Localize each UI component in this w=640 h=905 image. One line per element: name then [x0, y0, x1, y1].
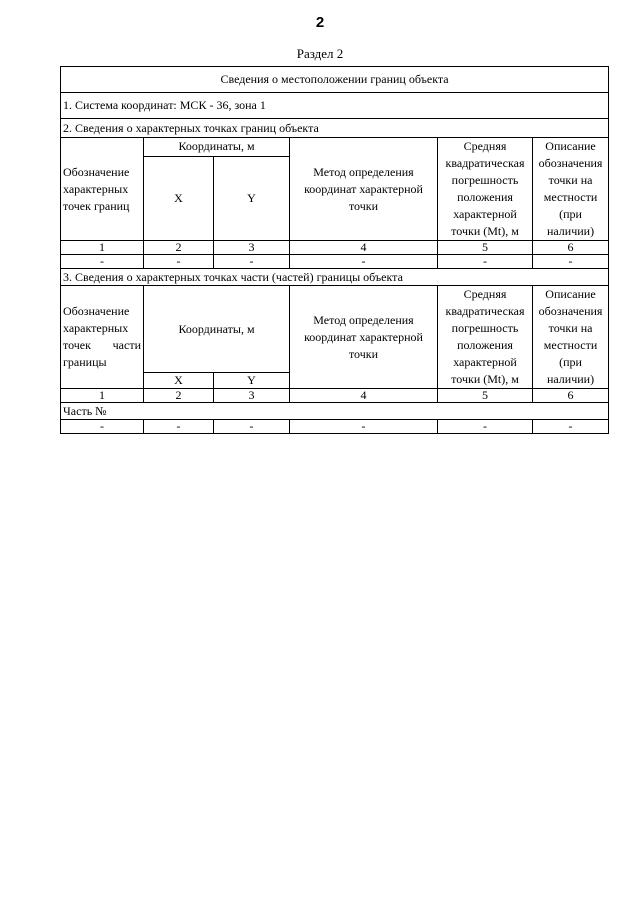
part3-part-label: Часть № — [61, 403, 609, 420]
part2-cell-2: - — [144, 255, 214, 269]
part3-cell-4: - — [290, 420, 438, 434]
table-row — [61, 420, 609, 434]
part2-cell-4: - — [290, 255, 438, 269]
coord-system-row — [61, 93, 609, 119]
part3-num-2: 2 — [144, 389, 214, 403]
part3-part-label-row — [61, 403, 609, 420]
part2-header-row — [61, 138, 609, 157]
part3-header-row — [61, 286, 609, 373]
part2-numbers-row — [61, 241, 609, 255]
part3-cell-1: - — [61, 420, 144, 434]
part3-col-coords: Координаты, м — [144, 286, 290, 373]
part2-col-error: Средняя квадратическая погрешность положения характерной точки (Mt), м — [438, 138, 533, 241]
part3-col-method: Метод определения координат характерной точки — [290, 286, 438, 389]
section-title: Раздел 2 — [296, 46, 344, 61]
part2-num-2: 2 — [144, 241, 214, 255]
part2-num-5: 5 — [438, 241, 533, 255]
part2-num-1: 1 — [61, 241, 144, 255]
part2-num-6: 6 — [533, 241, 609, 255]
part3-num-6: 6 — [533, 389, 609, 403]
part3-cell-3: - — [214, 420, 290, 434]
boundaries-table — [60, 66, 609, 434]
table-title: Сведения о местоположении границ объекта — [61, 67, 609, 93]
part2-num-3: 3 — [214, 241, 290, 255]
part3-cell-5: - — [438, 420, 533, 434]
table-row — [61, 255, 609, 269]
part2-cell-6: - — [533, 255, 609, 269]
part2-cell-3: - — [214, 255, 290, 269]
part2-col-y: Y — [214, 156, 290, 240]
part3-num-4: 4 — [290, 389, 438, 403]
part3-title-row — [61, 269, 609, 286]
part3-cell-2: - — [144, 420, 214, 434]
part2-col-x: X — [144, 156, 214, 240]
part3-col-desc: Описание обозначения точки на местности (при наличии) — [533, 286, 609, 389]
part2-cell-1: - — [61, 255, 144, 269]
page-number: 2 — [315, 14, 325, 31]
table-title-row — [61, 67, 609, 93]
part2-num-4: 4 — [290, 241, 438, 255]
part3-num-3: 3 — [214, 389, 290, 403]
part2-col-point: Обозначение характерных точек границ — [61, 138, 144, 241]
part3-cell-6: - — [533, 420, 609, 434]
coord-system: 1. Система координат: МСК - 36, зона 1 — [61, 93, 609, 119]
part2-col-desc: Описание обозначения точки на местности (при наличии) — [533, 138, 609, 241]
part2-title: 2. Сведения о характерных точках границ объекта — [61, 119, 609, 138]
part3-title: 3. Сведения о характерных точках части (частей) границы объекта — [61, 269, 609, 286]
part3-col-error: Средняя квадратическая погрешность положения характерной точки (Mt), м — [438, 286, 533, 389]
part3-num-1: 1 — [61, 389, 144, 403]
part2-cell-5: - — [438, 255, 533, 269]
part3-col-point: Обозначение характерных точек части границы — [61, 286, 144, 389]
part2-title-row — [61, 119, 609, 138]
part2-col-coords: Координаты, м — [144, 138, 290, 157]
part3-num-5: 5 — [438, 389, 533, 403]
part2-col-method: Метод определения координат характерной точки — [290, 138, 438, 241]
part3-col-x: X — [144, 373, 214, 389]
part3-numbers-row — [61, 389, 609, 403]
part3-col-y: Y — [214, 373, 290, 389]
